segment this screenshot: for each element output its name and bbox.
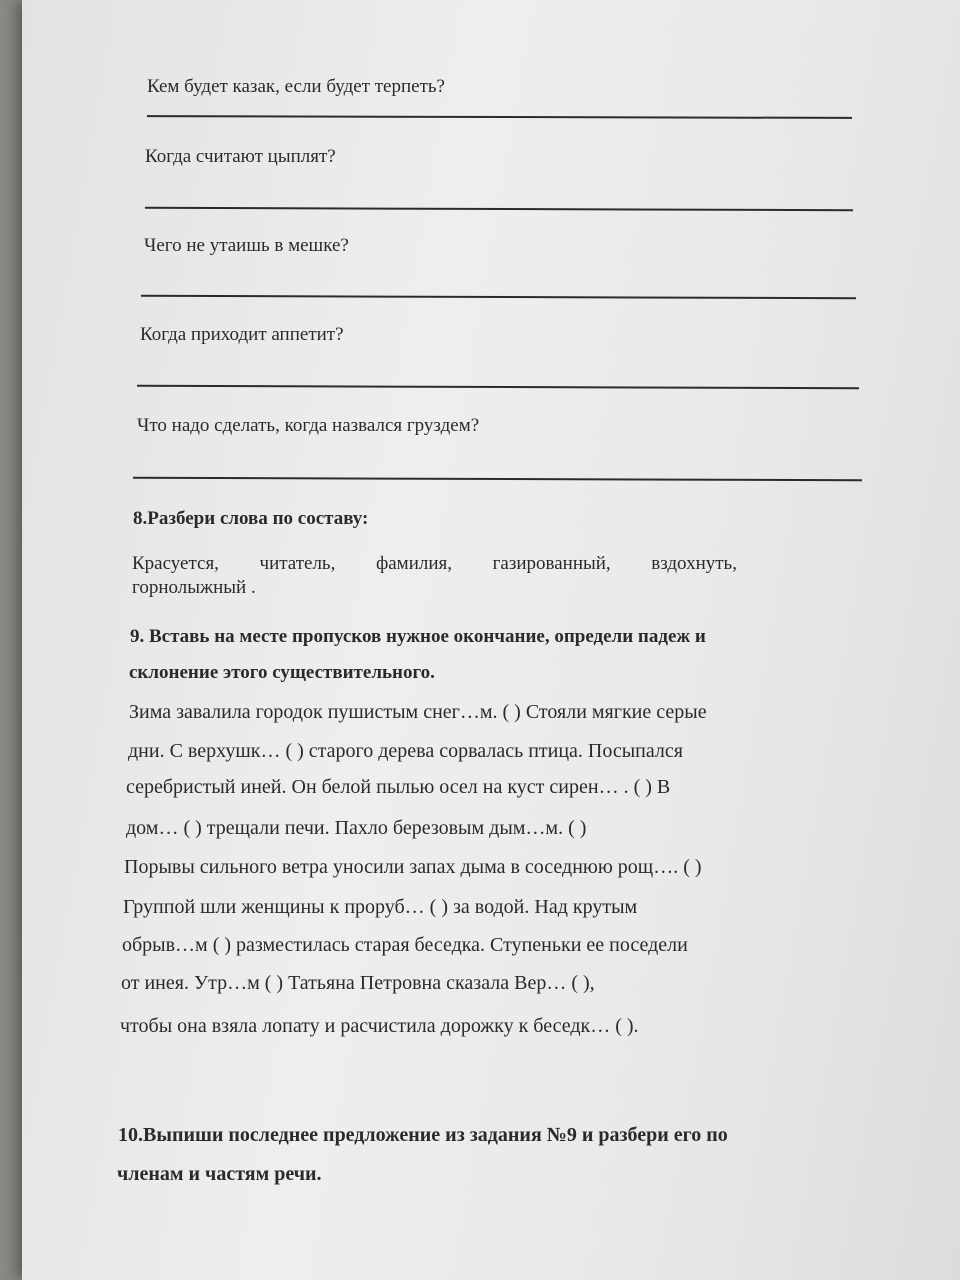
task9-text-line: Порывы сильного ветра уносили запах дыма в соседнюю рощ…. ( ) [124, 856, 702, 878]
task9-text-line: дни. С верхушк… ( ) старого дерева сорвалась птица. Посыпался [128, 740, 683, 762]
task9-text-line: дом… ( ) трещали печи. Пахло березовым дым…м. ( ) [126, 817, 587, 839]
task9-text-line: серебристый иней. Он белой пылью осел на куст сирен… . ( ) В [126, 776, 671, 798]
task9-title-line1: 9. Вставь на месте пропусков нужное окончание, определи падеж и [130, 626, 706, 647]
answer-line-2 [145, 207, 853, 211]
task9-text-line: обрыв…м ( ) разместилась старая беседка. Ступеньки ее поседели [122, 934, 688, 956]
task8-title: 8.Разбери слова по составу: [133, 508, 369, 529]
task8-word: горнолыжный . [132, 577, 256, 598]
task8-word: Красуется, [132, 553, 219, 574]
task8-word: вздохнуть, [651, 553, 737, 574]
task8-word-list [132, 552, 737, 600]
task9-text-line: чтобы она взяла лопату и расчистила дорожку к беседк… ( ). [120, 1015, 639, 1037]
task9-text-line: Зима завалила городок пушистым снег…м. ( ) Стояли мягкие серые [129, 701, 707, 723]
task8-word: читатель, [259, 553, 336, 574]
task8-word: газированный, [492, 553, 611, 574]
answer-line-5 [133, 477, 862, 482]
question-4: Когда приходит аппетит? [140, 324, 344, 345]
task10-title-line1: 10.Выпиши последнее предложение из задания №9 и разбери его по [118, 1124, 728, 1146]
answer-line-3 [141, 295, 856, 299]
task8-word: фамилия, [375, 553, 453, 574]
task9-text-line: Группой шли женщины к проруб… ( ) за водой. Над крутым [123, 896, 638, 918]
question-5: Что надо сделать, когда назвался груздем? [137, 415, 480, 436]
task9-title-line2: склонение этого существительного. [129, 662, 435, 683]
question-3: Чего не утаишь в мешке? [144, 235, 349, 256]
question-1: Кем будет казак, если будет терпеть? [147, 76, 445, 97]
question-2: Когда считают цыплят? [145, 146, 336, 167]
answer-line-4 [137, 385, 859, 390]
task9-text-line: от инея. Утр…м ( ) Татьяна Петровна сказала Вер… ( ), [121, 972, 595, 994]
task10-title-line2: членам и частям речи. [117, 1163, 322, 1185]
answer-line-1 [147, 115, 852, 119]
